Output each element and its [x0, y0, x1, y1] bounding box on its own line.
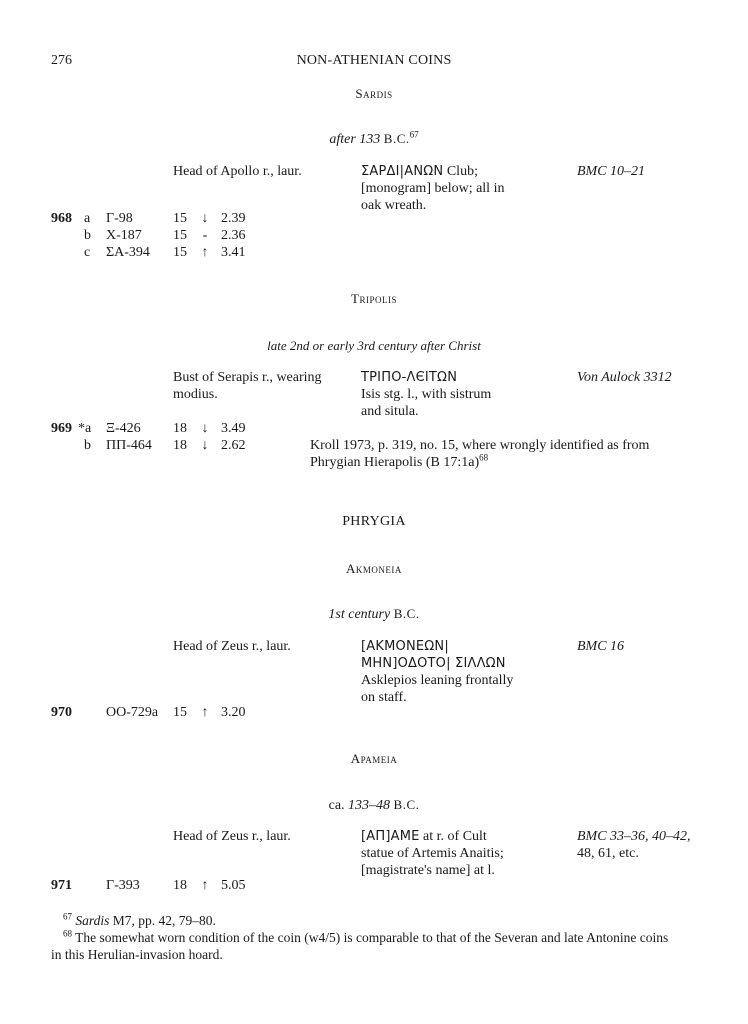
date-akmoneia	[0, 605, 748, 623]
reverse-apameia-line2: statue of Artemis Anaitis;	[361, 846, 504, 861]
footnote-68-line2: in this Herulian-invasion hoard.	[51, 947, 223, 962]
die-axis-icon: ↓	[201, 438, 209, 453]
obverse-sardis: Head of Apollo r., laur.	[173, 164, 302, 179]
footnote-ref-67: 67	[409, 129, 419, 140]
catalogue-number: 970	[51, 705, 72, 720]
weight: 2.62	[221, 438, 246, 453]
reference-tripolis: Von Aulock 3312	[577, 370, 672, 385]
reverse-legend-akmoneia-1: [ΑΚΜΟΝΕΩΝ|	[361, 639, 449, 654]
reverse-sardis-line3: oak wreath.	[361, 198, 427, 213]
reverse-legend-akmoneia-2: ΜΗΝ]ΟΔΟΤΟ| ΣΙΛΛΩΝ	[361, 656, 506, 671]
obverse-akmoneia: Head of Zeus r., laur.	[173, 639, 291, 654]
die-axis-icon: ↓	[201, 421, 209, 436]
reverse-sardis	[361, 163, 478, 180]
die-axis-icon: ↑	[201, 705, 209, 720]
inventory-number: ΠΠ-464	[106, 438, 152, 453]
catalogue-number: 971	[51, 878, 72, 893]
obverse-tripolis-line2: modius.	[173, 387, 218, 402]
date-era: B.C.	[393, 797, 420, 812]
reverse-text: Club;	[446, 164, 478, 179]
diameter: 15	[173, 705, 187, 720]
inventory-number: Γ-98	[106, 211, 133, 226]
reference-apameia-line2: 48, 61, etc.	[577, 846, 639, 861]
date-tripolis: late 2nd or early 3rd century after Christ	[267, 338, 481, 353]
inventory-number: OO-729a	[106, 705, 159, 720]
inventory-number: Χ-187	[106, 228, 142, 243]
inventory-number: Γ-393	[106, 878, 140, 893]
date-text: after 133	[329, 132, 381, 147]
reverse-legend: ΣΑΡΔΙ|ΑΝΩΝ	[361, 164, 444, 179]
die-axis-icon: ↓	[201, 211, 209, 226]
reference-apameia	[577, 828, 691, 845]
weight: 2.36	[221, 228, 246, 243]
region-heading: PHRYGIA	[342, 514, 406, 529]
reverse-akmoneia-line2: on staff.	[361, 690, 407, 705]
date-text: 133–48	[348, 798, 391, 813]
footnote-text: The somewhat worn condition of the coin (w4/5) is comparable to that of the Severan and late Antonine coins	[75, 930, 669, 945]
obverse-tripolis: Bust of Serapis r., wearing	[173, 370, 322, 385]
footnote-67	[63, 912, 216, 929]
specimen-letter: b	[84, 438, 91, 453]
diameter: 15	[173, 245, 187, 260]
reverse-legend-tripolis: ΤΡΙΠΟ-ΛЄΙΤΩΝ	[361, 370, 458, 385]
running-title: NON-ATHENIAN COINS	[296, 53, 452, 68]
specimen-note-line2	[310, 454, 488, 471]
date-era: B.C.	[393, 606, 420, 621]
reverse-tripolis-line2: and situla.	[361, 404, 419, 419]
mint-heading-sardis: Sardis	[355, 86, 393, 101]
reference-line1: BMC 33–36, 40–42,	[577, 829, 691, 844]
specimen-letter: a	[84, 211, 91, 226]
footnote-text: M7, pp. 42, 79–80.	[112, 913, 216, 928]
reverse-apameia-line3: [magistrate's name] at l.	[361, 863, 495, 878]
reverse-akmoneia-line1: Asklepios leaning frontally	[361, 673, 514, 688]
mint-heading-tripolis: Tripolis	[351, 291, 397, 306]
specimen-letter: *a	[78, 421, 92, 436]
footnote-mark: 68	[63, 928, 72, 939]
catalogue-number: 969	[51, 421, 72, 436]
diameter: 18	[173, 878, 187, 893]
weight: 2.39	[221, 211, 246, 226]
footnote-68	[63, 929, 668, 946]
note-text: Phrygian Hierapolis (B 17:1a)	[310, 455, 480, 470]
diameter: 15	[173, 211, 187, 226]
inventory-number: Ξ-426	[106, 421, 141, 436]
specimen-note-line1: Kroll 1973, p. 319, no. 15, where wrongly identified as from	[310, 438, 650, 453]
date-prefix: ca.	[328, 798, 345, 813]
footnote-mark: 67	[63, 911, 72, 922]
mint-heading-akmoneia: Akmoneia	[346, 561, 402, 576]
die-axis-icon: -	[202, 228, 208, 243]
date-text: 1st century	[328, 607, 391, 622]
catalogue-number: 968	[51, 211, 72, 226]
date-apameia	[0, 796, 748, 814]
diameter: 15	[173, 228, 187, 243]
obverse-apameia: Head of Zeus r., laur.	[173, 829, 291, 844]
reverse-sardis-line2: [monogram] below; all in	[361, 181, 505, 196]
reference-sardis: BMC 10–21	[577, 164, 646, 179]
weight: 5.05	[221, 878, 246, 893]
date-era: B.C.	[383, 131, 410, 146]
specimen-letter: b	[84, 228, 91, 243]
diameter: 18	[173, 421, 187, 436]
weight: 3.49	[221, 421, 246, 436]
footnote-ref-68: 68	[479, 452, 489, 463]
weight: 3.41	[221, 245, 246, 260]
reverse-legend: [ΑΠ]ΑΜΕ	[361, 829, 420, 844]
specimen-letter: c	[84, 245, 91, 260]
weight: 3.20	[221, 705, 246, 720]
diameter: 18	[173, 438, 187, 453]
inventory-number: ΣΑ-394	[106, 245, 150, 260]
date-sardis	[0, 130, 748, 148]
die-axis-icon: ↑	[201, 245, 209, 260]
reverse-apameia	[361, 828, 487, 845]
reference-akmoneia: BMC 16	[577, 639, 625, 654]
page-number: 276	[51, 53, 72, 68]
footnote-source: Sardis	[75, 913, 110, 928]
reverse-text: at r. of Cult	[423, 829, 487, 844]
mint-heading-apameia: Apameia	[350, 751, 398, 766]
reverse-tripolis-line1: Isis stg. l., with sistrum	[361, 387, 492, 402]
die-axis-icon: ↑	[201, 878, 209, 893]
